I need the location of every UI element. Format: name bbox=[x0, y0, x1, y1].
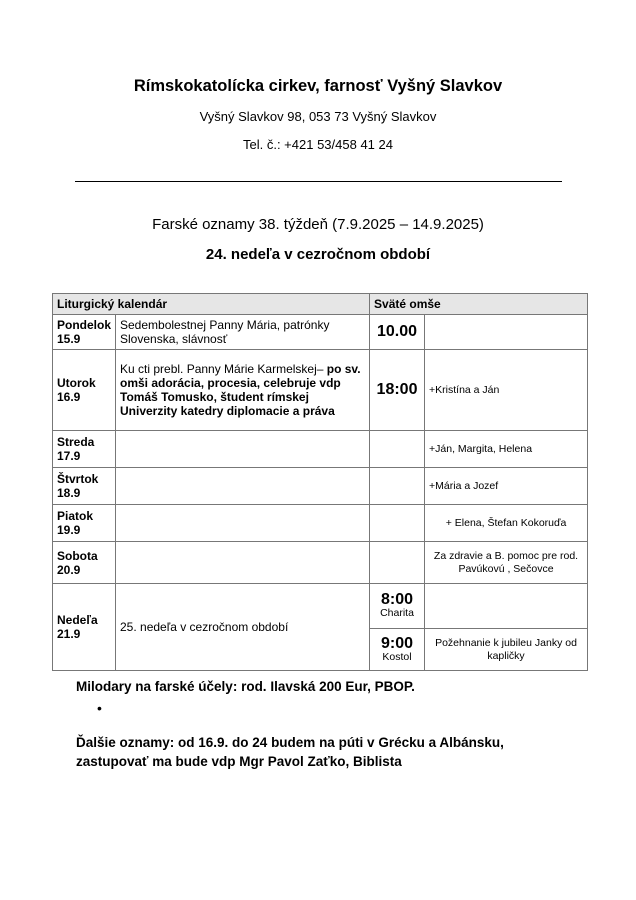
feast-text: 25. nedeľa v cezročnom období bbox=[120, 620, 289, 634]
mass-intention: +Kristína a Ján bbox=[425, 350, 588, 431]
mass-time: 8:00 bbox=[381, 591, 414, 608]
mass-time bbox=[370, 468, 425, 505]
mass-intention: +Ján, Margita, Helena bbox=[425, 431, 588, 468]
mass-place: Charita bbox=[380, 607, 414, 619]
divider-line bbox=[75, 181, 562, 182]
feast-text: Ku cti prebl. Panny Márie Karmelskej– bbox=[120, 362, 324, 376]
day-cell bbox=[53, 350, 116, 431]
feast-cell bbox=[116, 584, 370, 671]
feast-text: Sedembolestnej Panny Mária, patrónky Slovenska, slávnosť bbox=[120, 318, 330, 346]
other-announcements-text: Ďalšie oznamy: od 16.9. do 24 budem na púti v Grécku a Albánsku, zastupovať ma bude vdp Mgr Pavol Zaťko, Biblista bbox=[76, 735, 504, 769]
day-name: Streda bbox=[57, 435, 95, 449]
week-title: Farské oznamy 38. týždeň (7.9.2025 – 14.9.2025) bbox=[152, 216, 484, 233]
day-date: 20.9 bbox=[57, 562, 81, 577]
day-date: 21.9 bbox=[57, 627, 81, 641]
day-name: Sobota bbox=[57, 548, 98, 563]
day-cell bbox=[53, 431, 116, 468]
parish-title: Rímskokatolícka cirkev, farnosť Vyšný Slavkov bbox=[133, 77, 503, 95]
day-date: 18.9 bbox=[57, 486, 81, 500]
donations-text: Milodary na farské účely: rod. Ilavská 200 Eur, PBOP. bbox=[76, 679, 415, 694]
day-date: 17.9 bbox=[57, 449, 81, 463]
mass-time-cell bbox=[370, 629, 425, 671]
day-cell bbox=[53, 584, 116, 671]
mass-intention: +Mária a Jozef bbox=[425, 468, 588, 505]
feast-cell bbox=[116, 350, 370, 431]
mass-time: 18:00 bbox=[370, 350, 425, 431]
day-cell bbox=[53, 468, 116, 505]
mass-intention: Za zdravie a B. pomoc pre rod. Pavúkovú , Sečovce bbox=[425, 542, 588, 584]
header-liturgical-calendar: Liturgický kalendár bbox=[53, 294, 370, 315]
mass-time bbox=[370, 542, 425, 584]
bullet-point: • bbox=[97, 700, 102, 716]
table-row bbox=[53, 468, 588, 505]
feast-cell bbox=[116, 431, 370, 468]
table-row bbox=[53, 584, 588, 629]
mass-intention: + Elena, Štefan Kokoruďa bbox=[425, 505, 588, 542]
schedule-table bbox=[52, 293, 588, 671]
table-row bbox=[53, 315, 588, 350]
day-date: 16.9 bbox=[57, 390, 81, 404]
mass-intention bbox=[425, 584, 588, 629]
sunday-title: 24. nedeľa v cezročnom období bbox=[205, 246, 431, 263]
table-row bbox=[53, 431, 588, 468]
mass-intention bbox=[425, 315, 588, 350]
feast-text-bold: po sv. omši adorácia, procesia, celebruje vdp Tomáš Tomusko, študent rímskej Univerzity katedry diplomacie a práva bbox=[120, 362, 361, 418]
day-name: Utorok bbox=[57, 376, 96, 390]
table-row bbox=[53, 542, 588, 584]
day-name: Nedeľa bbox=[57, 613, 98, 627]
mass-intention: Požehnanie k jubileu Janky od kapličky bbox=[425, 629, 588, 671]
mass-time bbox=[370, 505, 425, 542]
table-row bbox=[53, 505, 588, 542]
table-row bbox=[53, 350, 588, 431]
header-holy-masses: Sväté omše bbox=[370, 294, 588, 315]
feast-cell bbox=[116, 542, 370, 584]
day-cell bbox=[53, 542, 116, 584]
feast-cell bbox=[116, 468, 370, 505]
mass-time: 9:00 bbox=[381, 634, 414, 652]
feast-cell bbox=[116, 315, 370, 350]
mass-time bbox=[370, 431, 425, 468]
table-header-row bbox=[53, 294, 588, 315]
day-name: Piatok bbox=[57, 509, 94, 523]
mass-time-cell bbox=[370, 584, 425, 629]
day-name: Pondelok bbox=[57, 318, 112, 332]
feast-cell bbox=[116, 505, 370, 542]
day-date: 19.9 bbox=[57, 523, 81, 537]
day-cell bbox=[53, 315, 116, 350]
mass-place: Kostol bbox=[382, 650, 412, 663]
day-date: 15.9 bbox=[57, 332, 81, 346]
day-name: Štvrtok bbox=[57, 472, 99, 486]
parish-address: Vyšný Slavkov 98, 053 73 Vyšný Slavkov bbox=[199, 109, 437, 124]
mass-time: 10.00 bbox=[370, 315, 425, 350]
parish-phone: Tel. č.: +421 53/458 41 24 bbox=[243, 137, 393, 152]
day-cell bbox=[53, 505, 116, 542]
